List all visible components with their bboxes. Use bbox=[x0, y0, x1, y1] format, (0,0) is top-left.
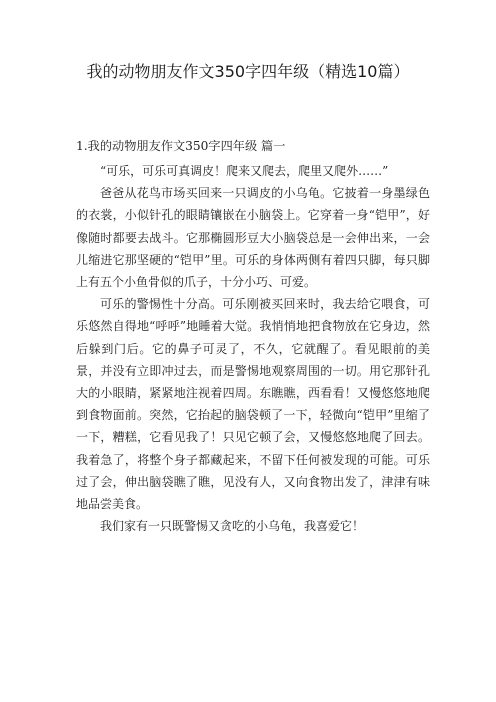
paragraph-2: 爸爸从花鸟市场买回来一只调皮的小乌龟。它披着一身墨绿色的衣裳，小似针孔的眼睛镶嵌在小脑袋上。它穿着一身“铠甲”，好像随时都要去战斗。它那椭圆形豆大小脑袋总是一会伸出来，一会儿缩进它那坚硬的“铠甲”里。可乐的身体两侧有着四只脚，每只脚上有五个小鱼骨似的爪子，十分小巧、可爱。 bbox=[76, 186, 430, 290]
paragraph-3: 可乐的警惕性十分高。可乐刚被买回来时，我去给它喂食，可乐悠然自得地“呼呼”地睡着大觉。我悄悄地把食物放在它身边，然后躲到门后。它的鼻子可灵了，不久，它就醒了。看见眼前的美景，并没有立即冲过去，而是警惕地观察周围的一切。用它那针孔大的小眼睛，紧紧地注视着四周。东瞧瞧，西看看！又慢悠悠地爬到食物面前。突然，它抬起的脑袋顿了一下，轻微向“铠甲”里缩了一下，糟糕，它看见我了！只见它顿了会，又慢悠悠地爬了回去。我着急了，将整个身子都藏起来，不留下任何被发现的可能。可乐过了会，伸出脑袋瞧了瞧，见没有人，又向食物出发了，津津有味地品尝美食。 bbox=[76, 297, 430, 512]
paragraph-1: “可乐，可乐可真调皮！爬来又爬去，爬里又爬外……” bbox=[100, 164, 389, 178]
section-heading: 1.我的动物朋友作文350字四年级 篇一 bbox=[76, 139, 286, 153]
article-body bbox=[76, 160, 430, 537]
document-title: 我的动物朋友作文350字四年级（精选10篇） bbox=[86, 62, 410, 81]
paragraph-4: 我们家有一只既警惕又贪吃的小乌龟，我喜爱它！ bbox=[100, 519, 365, 534]
